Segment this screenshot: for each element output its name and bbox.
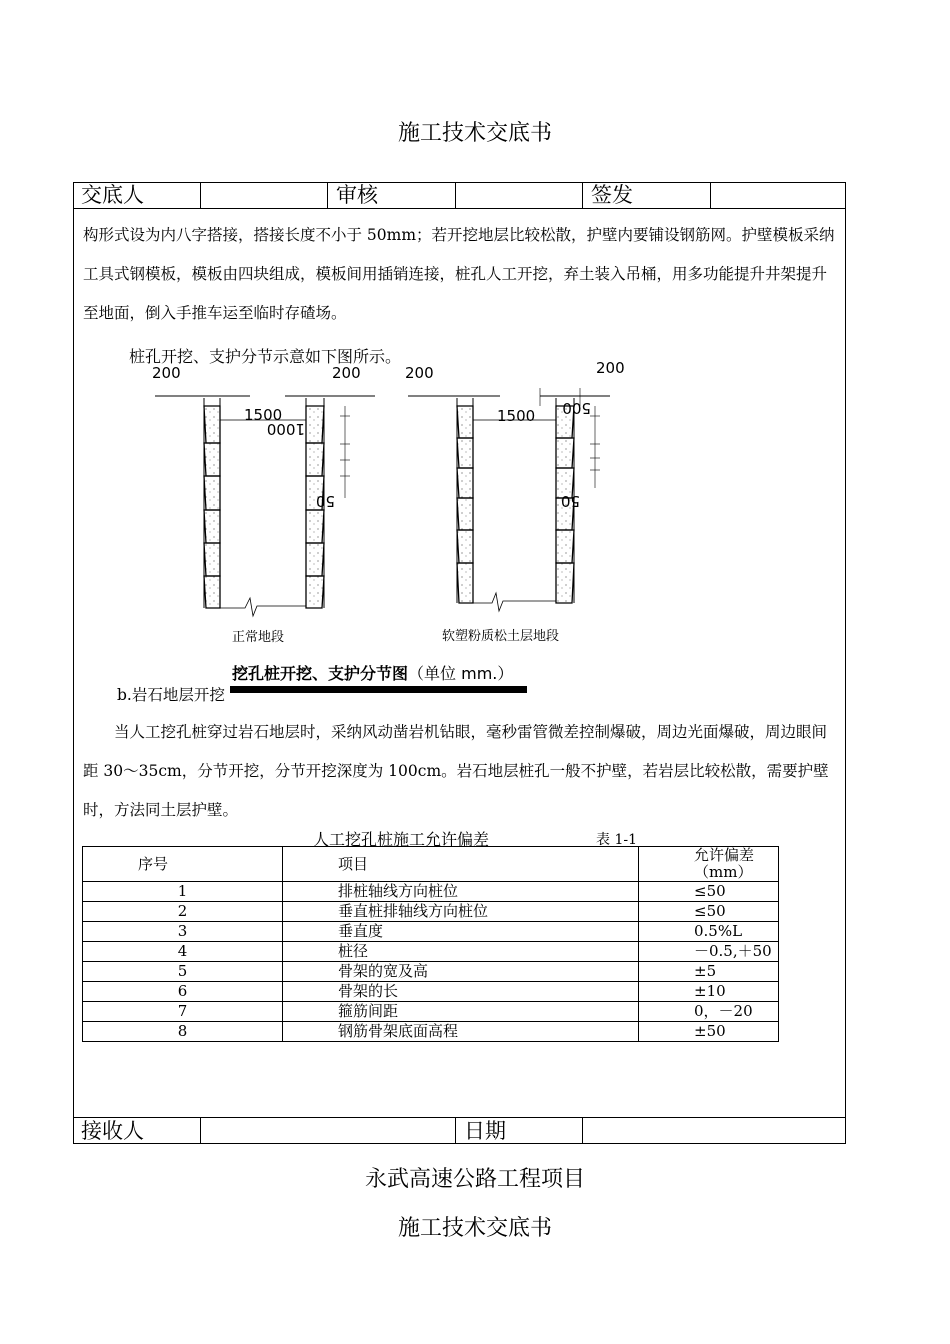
paragraph-1-text: 构形式设为内八字搭接，搭接长度不小于 50mm；若开挖地层比较松散，护壁内要铺设钢筋网。护壁模板采纳工具式钢模板，模板由四块组成，模板间用插销连接，桩孔人工开挖，弃土装入吊桶，用多功能提升井架提升至地面，倒入手推车运至临时存碴场。 — [83, 226, 835, 322]
paragraph-3-text: 当人工挖孔桩穿过岩石地层时，采纳风动凿岩机钻眼，毫秒雷管微差控制爆破，周边光面爆破，周边眼间距 30～35cm，分节开挖，分节开挖深度为 100cm。岩石地层桩孔一般不护壁，若岩层比较松散，需要护壁时，方法同土层护壁。 — [83, 723, 829, 819]
project-name: 永武高速公路工程项目 — [364, 1167, 585, 1192]
dim-segment-right: 500 — [562, 399, 591, 417]
dim-diameter-right: 1500 — [497, 407, 536, 425]
row-tolerance: 0，－20 — [639, 1002, 779, 1022]
row-tolerance: 0.5%L — [639, 922, 779, 942]
section-b-heading: b.岩石地层开挖 — [117, 686, 225, 704]
reviewer-label: 审核 — [328, 182, 456, 208]
page-title: 施工技术交底书 — [397, 121, 552, 146]
row-index: 8 — [83, 1022, 283, 1042]
figure-caption — [232, 661, 513, 684]
issuer-value[interactable] — [711, 182, 845, 208]
figure-intro: 桩孔开挖、支护分节示意如下图所示。 — [129, 347, 402, 366]
table-row — [83, 1002, 779, 1022]
normal-section-drawing — [152, 364, 375, 645]
table-row — [83, 942, 779, 962]
dim-wall-left-1: 200 — [152, 364, 181, 382]
date-value[interactable] — [583, 1118, 845, 1144]
table-title: 人工挖孔桩施工允许偏差 — [313, 830, 490, 849]
row-index: 3 — [83, 922, 283, 942]
row-index: 1 — [83, 882, 283, 902]
row-item: 垂直度 — [283, 922, 639, 942]
pile-diagram — [140, 358, 640, 658]
header-item: 项目 — [283, 847, 639, 882]
table-row — [83, 1022, 779, 1042]
row-index: 2 — [83, 902, 283, 922]
row-index: 4 — [83, 942, 283, 962]
row-tolerance: ±50 — [639, 1022, 779, 1042]
table-header-row — [83, 847, 779, 882]
row-index: 7 — [83, 1002, 283, 1022]
row-tolerance: －0.5,＋50 — [639, 942, 779, 962]
caption-rule — [230, 686, 527, 693]
row-item: 排桩轴线方向桩位 — [283, 882, 639, 902]
row-index: 5 — [83, 962, 283, 982]
dim-segment-left: 1000 — [266, 420, 305, 438]
dim-diameter-left: 1500 — [244, 406, 283, 424]
table-row — [83, 962, 779, 982]
header-row — [73, 182, 846, 209]
dim-overlap-left: 50 — [315, 492, 335, 510]
row-tolerance: ≤50 — [639, 902, 779, 922]
soft-soil-section-label: 软塑粉质松土层地段 — [442, 629, 560, 644]
row-item: 骨架的宽及高 — [283, 962, 639, 982]
row-tolerance: ±5 — [639, 962, 779, 982]
date-label: 日期 — [456, 1118, 583, 1144]
dim-wall-right-2: 200 — [596, 359, 625, 377]
body-paragraph-3 — [83, 713, 838, 830]
body-paragraph-1 — [83, 216, 838, 333]
dim-wall-right-1: 200 — [405, 364, 434, 382]
deviation-table — [82, 846, 779, 1042]
receiver-label: 接收人 — [73, 1118, 201, 1144]
header-index: 序号 — [83, 847, 283, 882]
figure-caption-title: 挖孔桩开挖、支护分节图 — [232, 664, 409, 683]
row-index: 6 — [83, 982, 283, 1002]
table-row — [83, 922, 779, 942]
figure-caption-unit: （单位 mm.） — [408, 664, 514, 683]
row-item: 箍筋间距 — [283, 1002, 639, 1022]
header-tolerance: 允许偏差（mm） — [639, 847, 779, 882]
presenter-value[interactable] — [201, 182, 328, 208]
dim-wall-left-2: 200 — [332, 364, 361, 382]
presenter-label: 交底人 — [73, 182, 201, 208]
row-item: 骨架的长 — [283, 982, 639, 1002]
reviewer-value[interactable] — [456, 182, 583, 208]
row-item: 桩径 — [283, 942, 639, 962]
table-row — [83, 882, 779, 902]
row-item: 钢筋骨架底面高程 — [283, 1022, 639, 1042]
dim-overlap-right: 50 — [560, 492, 580, 510]
issuer-label: 签发 — [583, 182, 711, 208]
normal-section-label: 正常地段 — [232, 630, 285, 645]
row-tolerance: ≤50 — [639, 882, 779, 902]
page-title-repeat: 施工技术交底书 — [397, 1216, 552, 1241]
table-number: 表 1-1 — [596, 832, 637, 848]
row-item: 垂直桩排轴线方向桩位 — [283, 902, 639, 922]
row-tolerance: ±10 — [639, 982, 779, 1002]
soft-soil-section-drawing — [405, 359, 625, 644]
footer-row — [73, 1117, 846, 1144]
table-row — [83, 982, 779, 1002]
table-row — [83, 902, 779, 922]
receiver-value[interactable] — [201, 1118, 456, 1144]
